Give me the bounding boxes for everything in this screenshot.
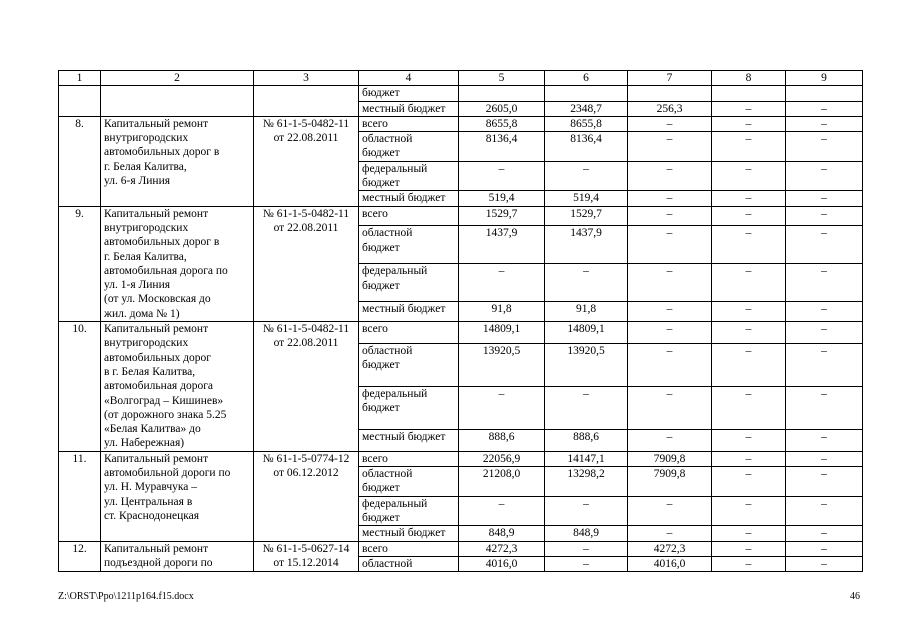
value-cell: 91,8 [545,302,628,322]
value-cell: 14147,1 [545,451,628,466]
value-cell: 1529,7 [545,206,628,226]
value-cell: – [712,264,786,302]
source-cell: местный бюджет [359,191,459,206]
source-cell: всего [359,451,459,466]
table-row [59,541,863,556]
table-body [59,86,863,572]
value-cell: – [786,322,863,344]
source-cell: федеральный бюджет [359,496,459,526]
value-cell: – [786,429,863,451]
value-cell: 1437,9 [545,226,628,264]
value-cell [712,86,786,101]
value-cell: – [459,386,545,429]
table-row [59,116,863,131]
doc-cell: № 61-1-5-0482-11 от 22.08.2011 [254,322,359,452]
value-cell: – [712,116,786,131]
value-cell: – [628,322,712,344]
value-cell: – [786,467,863,497]
file-path: Z:\ORST\Ppo\1211p164.f15.docx [58,591,194,602]
value-cell: – [712,161,786,191]
source-cell: областной бюджет [359,132,459,162]
value-cell: – [712,206,786,226]
source-cell: бюджет [359,86,459,101]
header-cell: 7 [628,71,712,86]
value-cell: – [712,322,786,344]
source-cell: областной бюджет [359,467,459,497]
value-cell: – [628,226,712,264]
header-cell: 4 [359,71,459,86]
value-cell: 14809,1 [545,322,628,344]
value-cell: – [786,556,863,571]
value-cell: – [628,526,712,541]
value-cell: – [786,386,863,429]
name-cell [101,86,254,117]
value-cell: – [786,541,863,556]
page-number: 46 [850,591,860,602]
value-cell: 13920,5 [545,344,628,387]
value-cell: – [628,302,712,322]
header-cell: 6 [545,71,628,86]
source-cell: местный бюджет [359,101,459,116]
value-cell: – [712,191,786,206]
value-cell: 91,8 [459,302,545,322]
value-cell [786,86,863,101]
value-cell: 4016,0 [459,556,545,571]
source-cell: местный бюджет [359,429,459,451]
value-cell: – [628,191,712,206]
number-cell: 10. [59,322,101,452]
value-cell: 13298,2 [545,467,628,497]
value-cell: – [786,226,863,264]
value-cell: 22056,9 [459,451,545,466]
source-cell: всего [359,322,459,344]
value-cell: 8655,8 [459,116,545,131]
number-cell: 12. [59,541,101,572]
value-cell: – [712,429,786,451]
name-cell: Капитальный ремонт подъездной дороги по [101,541,254,572]
value-cell: 1437,9 [459,226,545,264]
value-cell: – [459,161,545,191]
value-cell: – [786,451,863,466]
header-cell: 2 [101,71,254,86]
value-cell: – [545,386,628,429]
source-cell: всего [359,206,459,226]
source-cell: всего [359,116,459,131]
doc-cell: № 61-1-5-0482-11 от 22.08.2011 [254,116,359,206]
value-cell: – [545,161,628,191]
source-cell: всего [359,541,459,556]
source-cell: федеральный бюджет [359,161,459,191]
value-cell: – [459,496,545,526]
value-cell: – [712,101,786,116]
doc-cell: № 61-1-5-0774-12 от 06.12.2012 [254,451,359,541]
value-cell: – [628,344,712,387]
value-cell: 21208,0 [459,467,545,497]
value-cell: – [786,526,863,541]
value-cell: 13920,5 [459,344,545,387]
value-cell: 888,6 [459,429,545,451]
source-cell: местный бюджет [359,302,459,322]
value-cell: 519,4 [459,191,545,206]
value-cell: 7909,8 [628,451,712,466]
value-cell [628,86,712,101]
number-cell [59,86,101,117]
table-row [59,86,863,101]
value-cell: 2605,0 [459,101,545,116]
value-cell: – [786,132,863,162]
value-cell: – [712,226,786,264]
value-cell: – [628,116,712,131]
value-cell: 519,4 [545,191,628,206]
header-cell: 8 [712,71,786,86]
table-row [59,451,863,466]
value-cell: 7909,8 [628,467,712,497]
value-cell: 4272,3 [459,541,545,556]
value-cell: – [628,264,712,302]
header-cell: 1 [59,71,101,86]
value-cell: 256,3 [628,101,712,116]
value-cell: – [628,161,712,191]
value-cell: 888,6 [545,429,628,451]
value-cell: – [786,116,863,131]
header-cell: 3 [254,71,359,86]
value-cell: 4016,0 [628,556,712,571]
value-cell: – [459,264,545,302]
value-cell: – [712,451,786,466]
value-cell: – [786,161,863,191]
value-cell: – [786,206,863,226]
name-cell: Капитальный ремонт внутригородских автомобильных дорог в г. Белая Калитва, автомобильная дорога по ул. 1-я Линия (от ул. Московская до жил. дома № 1) [101,206,254,321]
value-cell: – [712,132,786,162]
value-cell: – [712,526,786,541]
source-cell: областной бюджет [359,344,459,387]
budget-table [58,70,863,572]
source-cell: федеральный бюджет [359,264,459,302]
value-cell: 2348,7 [545,101,628,116]
value-cell: – [786,302,863,322]
value-cell: – [712,302,786,322]
number-cell: 9. [59,206,101,321]
source-cell: федеральный бюджет [359,386,459,429]
table-row [59,322,863,344]
header-row [59,71,863,86]
value-cell: – [628,429,712,451]
value-cell: – [786,496,863,526]
value-cell: – [786,264,863,302]
value-cell: 1529,7 [459,206,545,226]
doc-cell: № 61-1-5-0482-11 от 22.08.2011 [254,206,359,321]
value-cell: – [786,191,863,206]
value-cell: – [545,264,628,302]
value-cell: 4272,3 [628,541,712,556]
value-cell [459,86,545,101]
value-cell: – [712,556,786,571]
value-cell: 848,9 [545,526,628,541]
value-cell: 14809,1 [459,322,545,344]
value-cell: – [712,496,786,526]
value-cell: – [628,496,712,526]
doc-cell [254,86,359,117]
number-cell: 8. [59,116,101,206]
value-cell: – [786,344,863,387]
source-cell: областной [359,556,459,571]
value-cell: – [712,386,786,429]
table-row [59,206,863,226]
value-cell: – [712,467,786,497]
name-cell: Капитальный ремонт внутригородских автомобильных дорог в г. Белая Калитва, автомобильная дорога «Волгоград – Кишинев» (от дорожного знака 5.25 «Белая Калитва» до ул. Набережная) [101,322,254,452]
value-cell: – [712,344,786,387]
header-cell: 9 [786,71,863,86]
doc-cell: № 61-1-5-0627-14 от 15.12.2014 [254,541,359,572]
value-cell: – [545,556,628,571]
name-cell: Капитальный ремонт автомобильной дороги по ул. Н. Муравчука – ул. Центральная в ст. Краснодонецкая [101,451,254,541]
value-cell: 8136,4 [545,132,628,162]
value-cell: – [545,496,628,526]
header-cell: 5 [459,71,545,86]
value-cell: – [545,541,628,556]
value-cell [545,86,628,101]
value-cell: – [786,101,863,116]
value-cell: 848,9 [459,526,545,541]
value-cell: – [628,132,712,162]
value-cell: – [628,206,712,226]
source-cell: областной бюджет [359,226,459,264]
number-cell: 11. [59,451,101,541]
value-cell: 8136,4 [459,132,545,162]
value-cell: – [712,541,786,556]
value-cell: 8655,8 [545,116,628,131]
source-cell: местный бюджет [359,526,459,541]
value-cell: – [628,386,712,429]
name-cell: Капитальный ремонт внутригородских автомобильных дорог в г. Белая Калитва, ул. 6-я Линия [101,116,254,206]
